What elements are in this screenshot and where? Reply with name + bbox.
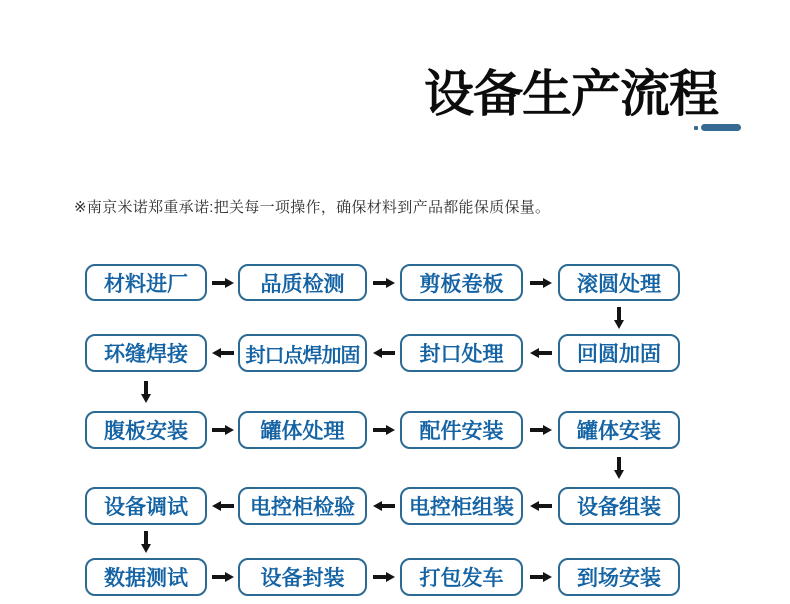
arrow-left-icon — [523, 334, 558, 372]
arrow-right-icon — [207, 264, 238, 301]
flow-step-tank-process: 罐体处理 — [238, 411, 367, 449]
flowchart — [85, 264, 680, 596]
arrow-right-icon — [367, 264, 400, 301]
arrow-down-icon — [558, 449, 680, 487]
flow-step-tank-install: 罐体安装 — [558, 411, 680, 449]
flow-step-cabinet-assemble: 电控柜组装 — [400, 487, 523, 525]
flow-step-material-in: 材料进厂 — [85, 264, 207, 301]
flow-step-web-install: 腹板安装 — [85, 411, 207, 449]
flow-step-girth-weld: 环缝焊接 — [85, 334, 207, 372]
arrow-down-icon — [85, 525, 207, 558]
flow-step-data-test: 数据测试 — [85, 558, 207, 596]
arrow-left-icon — [367, 487, 400, 525]
flow-step-re-round: 回圆加固 — [558, 334, 680, 372]
arrow-right-icon — [523, 411, 558, 449]
flow-step-equipment-debug: 设备调试 — [85, 487, 207, 525]
page-title: 设备生产流程 — [424, 66, 718, 122]
title-accent-dash — [694, 124, 741, 131]
arrow-left-icon — [367, 334, 400, 372]
arrow-down-icon — [85, 372, 207, 411]
arrow-right-icon — [523, 264, 558, 301]
arrow-left-icon — [207, 487, 238, 525]
arrow-right-icon — [367, 411, 400, 449]
arrow-right-icon — [367, 558, 400, 596]
flow-step-seal-spot-weld: 封口点焊加固 — [238, 334, 367, 372]
arrow-left-icon — [207, 334, 238, 372]
flow-step-equipment-assemble: 设备组装 — [558, 487, 680, 525]
accent-bar-icon — [701, 124, 741, 131]
arrow-right-icon — [523, 558, 558, 596]
flow-step-ship-out: 打包发车 — [400, 558, 523, 596]
flow-step-seal-process: 封口处理 — [400, 334, 523, 372]
flow-step-equipment-pack: 设备封装 — [238, 558, 367, 596]
arrow-right-icon — [207, 411, 238, 449]
flow-step-shear-roll: 剪板卷板 — [400, 264, 523, 301]
flow-step-onsite-install: 到场安装 — [558, 558, 680, 596]
flow-step-rounding: 滚圆处理 — [558, 264, 680, 301]
flow-step-fittings-install: 配件安装 — [400, 411, 523, 449]
accent-dot-icon — [694, 126, 698, 130]
arrow-right-icon — [207, 558, 238, 596]
flow-step-cabinet-inspect: 电控柜检验 — [238, 487, 367, 525]
promise-note: ※南京米诺郑重承诺:把关每一项操作，确保材料到产品都能保质保量。 — [74, 199, 551, 216]
flow-step-quality-check: 品质检测 — [238, 264, 367, 301]
arrow-left-icon — [523, 487, 558, 525]
arrow-down-icon — [558, 301, 680, 334]
